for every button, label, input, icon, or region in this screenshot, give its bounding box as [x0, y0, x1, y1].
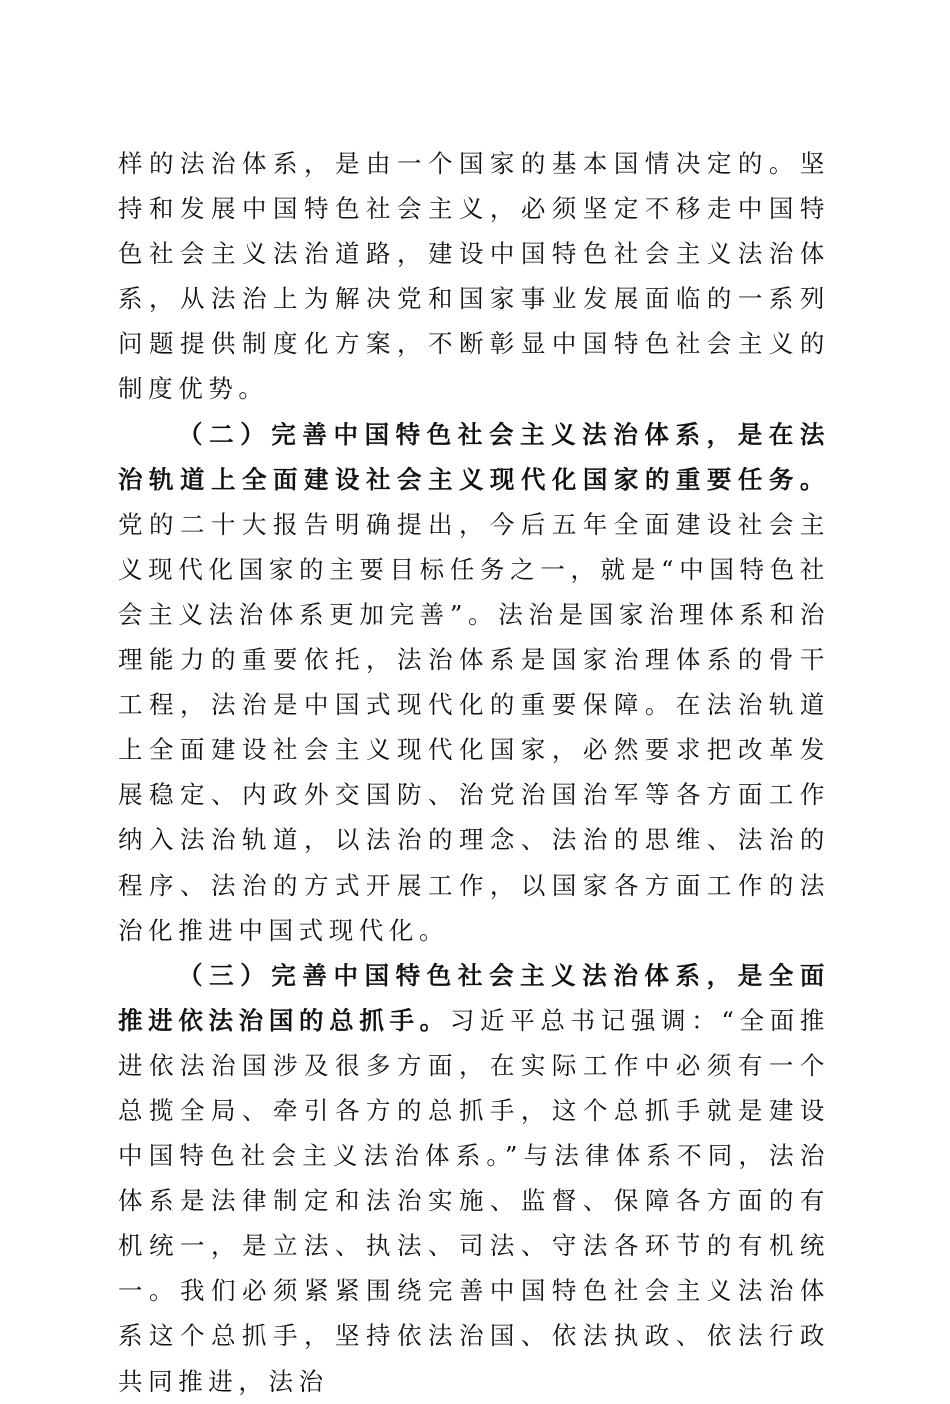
paragraph-3	[118, 953, 830, 1404]
paragraph-body: 样的法治体系，是由一个国家的基本国情决定的。坚持和发展中国特色社会主义，必须坚定不移走中国特色社会主义法治道路，建设中国特色社会主义法治体系，从法治上为解决党和国家事业发展面临的一系列问题提供制度化方案，不断彰显中国特色社会主义的制度优势。	[118, 149, 830, 404]
paragraph-lead-heading: （三）完善中国特色社会主义法治体系，是全面推进依法治国的总抓手。	[118, 960, 830, 1035]
paragraph-body: 习近平总书记强调：“全面推进依法治国涉及很多方面，在实际工作中必须有一个总揽全局、牵引各方的总抓手，这个总抓手就是建设中国特色社会主义法治体系。”与法律体系不同，法治体系是法律制定和法治实施、监督、保障各方面的有机统一，是立法、执法、司法、守法各环节的有机统一。我们必须紧紧围绕完善中国特色社会主义法治体系这个总抓手，坚持依法治国、依法执政、依法行政共同推进，法治	[118, 1005, 830, 1396]
paragraph-1	[118, 141, 830, 412]
document-page	[118, 141, 830, 1404]
paragraph-body: 党的二十大报告明确提出，今后五年全面建设社会主义现代化国家的主要目标任务之一，就是“中国特色社会主义法治体系更加完善”。法治是国家治理体系和治理能力的重要依托，法治体系是国家治理体系的骨干工程，法治是中国式现代化的重要保障。在法治轨道上全面建设社会主义现代化国家，必然要求把改革发展稳定、内政外交国防、治党治国治军等各方面工作纳入法治轨道，以法治的理念、法治的思维、法治的程序、法治的方式开展工作，以国家各方面工作的法治化推进中国式现代化。	[118, 509, 830, 945]
paragraph-2	[118, 412, 830, 953]
paragraph-lead-heading: （二）完善中国特色社会主义法治体系，是在法治轨道上全面建设社会主义现代化国家的重要任务。	[118, 419, 830, 494]
